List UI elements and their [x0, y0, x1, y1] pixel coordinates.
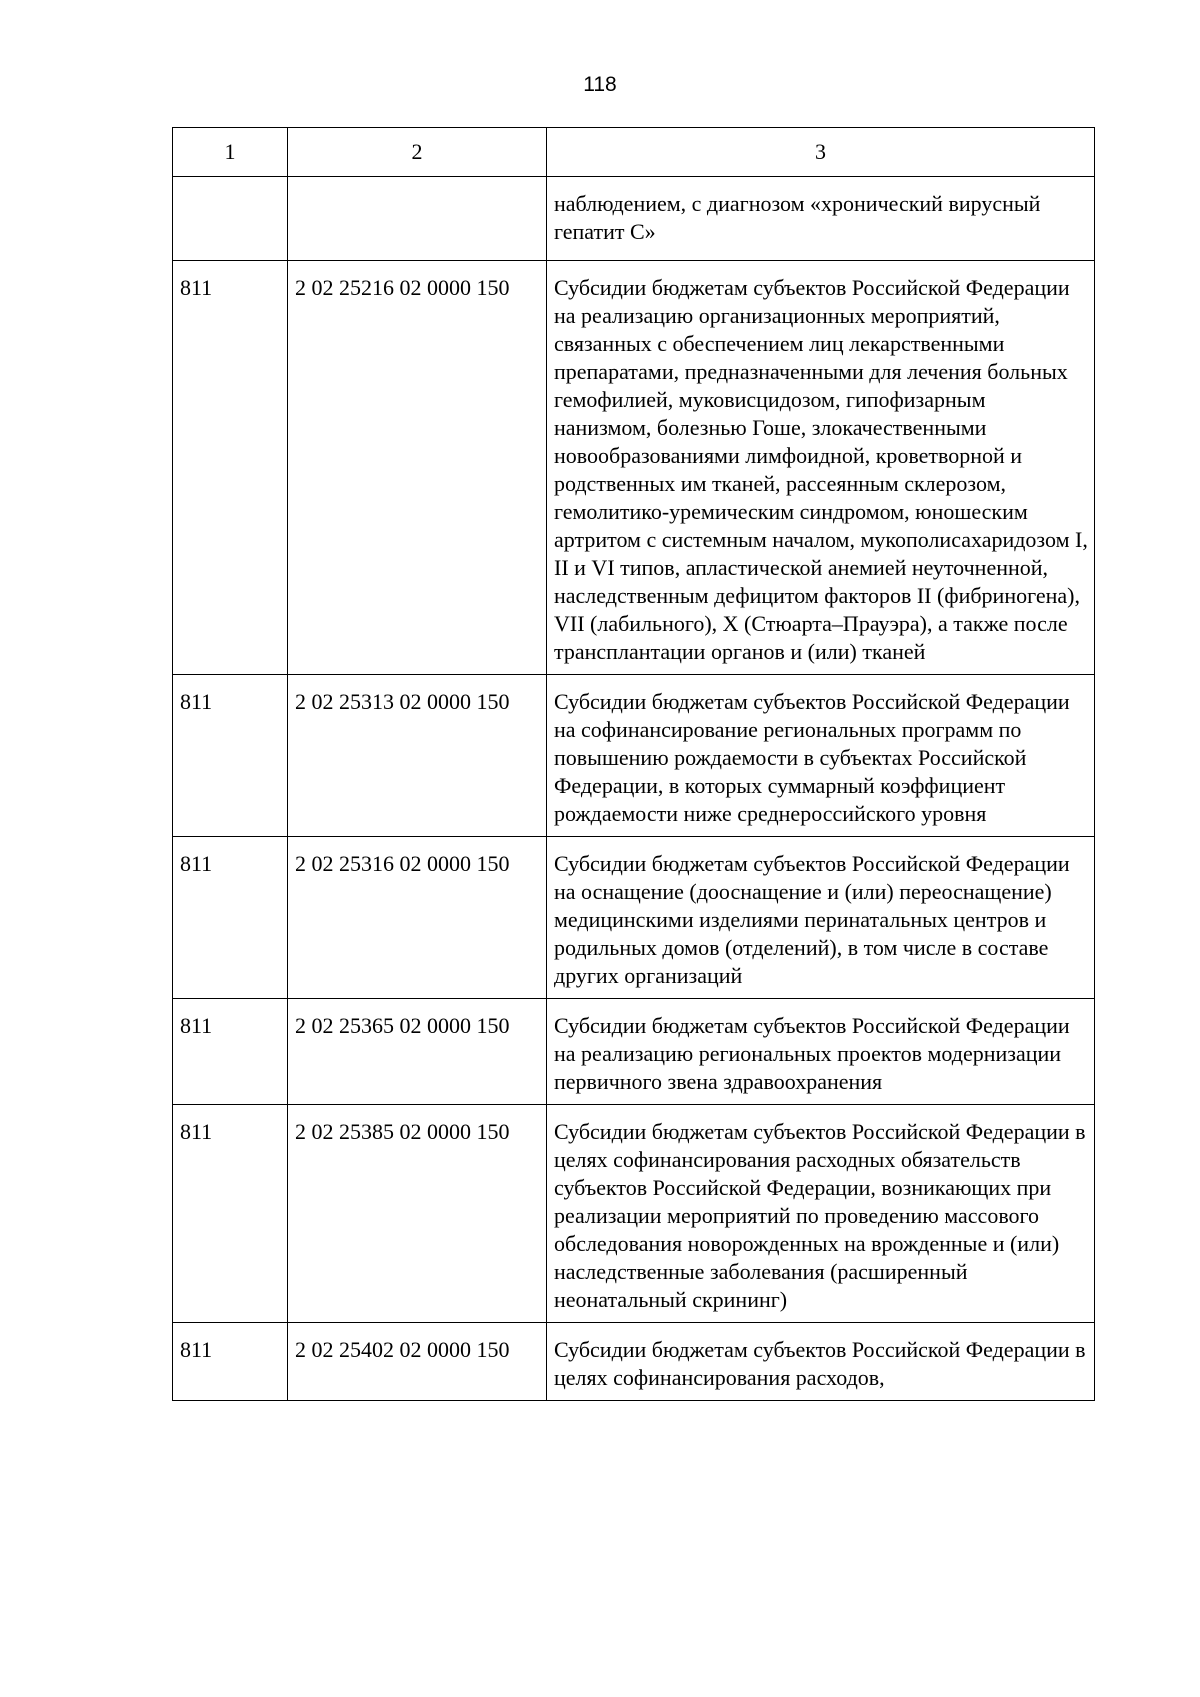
table-row — [173, 675, 1095, 837]
description-cell: Субсидии бюджетам субъектов Российской Федерации в целях софинансирования расходных обязательств субъектов Российской Федерации, возникающих при реализации мероприятий по проведению массового обследования новорожденных на врожденные и (или) наследственные заболевания (расширенный неонатальный скрининг) — [547, 1105, 1095, 1323]
kbk-code-cell: 2 02 25313 02 0000 150 — [288, 675, 547, 837]
table-row — [173, 999, 1095, 1105]
table-header-row — [173, 128, 1095, 177]
admin-code-cell: 811 — [173, 1323, 288, 1401]
admin-code-cell: 811 — [173, 675, 288, 837]
admin-code-cell: 811 — [173, 999, 288, 1105]
kbk-code-cell: 2 02 25316 02 0000 150 — [288, 837, 547, 999]
kbk-code-cell: 2 02 25385 02 0000 150 — [288, 1105, 547, 1323]
admin-code-cell: 811 — [173, 837, 288, 999]
description-cell: Субсидии бюджетам субъектов Российской Федерации в целях софинансирования расходов, — [547, 1323, 1095, 1401]
kbk-code-cell: 2 02 25365 02 0000 150 — [288, 999, 547, 1105]
table-row — [173, 1105, 1095, 1323]
description-cell: Субсидии бюджетам субъектов Российской Федерации на реализацию организационных мероприятий, связанных с обеспечением лиц лекарственными препаратами, предназначенными для лечения больных гемофилией, муковисцидозом, гипофизарным нанизмом, болезнью Гоше, злокачественными новообразованиями лимфоидной, кроветворной и родственных им тканей, рассеянным склерозом, гемолитико-уремическим синдромом, юношеским артритом с системным началом, мукополисахаридозом I, II и VI типов, апластической анемией неуточненной, наследственным дефицитом факторов II (фибриногена), VII (лабильного), X (Стюарта–Прауэра), а также после трансплантации органов и (или) тканей — [547, 261, 1095, 675]
column-header-2: 2 — [288, 128, 547, 177]
column-header-1: 1 — [173, 128, 288, 177]
kbk-code-cell — [288, 177, 547, 261]
admin-code-cell — [173, 177, 288, 261]
description-cell: Субсидии бюджетам субъектов Российской Федерации на реализацию региональных проектов модернизации первичного звена здравоохранения — [547, 999, 1095, 1105]
admin-code-cell: 811 — [173, 261, 288, 675]
kbk-code-cell: 2 02 25216 02 0000 150 — [288, 261, 547, 675]
budget-classification-table — [172, 127, 1095, 1401]
admin-code-cell: 811 — [173, 1105, 288, 1323]
table-row — [173, 1323, 1095, 1401]
page-number: 118 — [583, 73, 617, 96]
kbk-code-cell: 2 02 25402 02 0000 150 — [288, 1323, 547, 1401]
description-cell: Субсидии бюджетам субъектов Российской Федерации на оснащение (дооснащение и (или) переоснащение) медицинскими изделиями перинатальных центров и родильных домов (отделений), в том числе в составе других организаций — [547, 837, 1095, 999]
description-cell: наблюдением, с диагнозом «хронический вирусный гепатит С» — [547, 177, 1095, 261]
description-cell: Субсидии бюджетам субъектов Российской Федерации на софинансирование региональных программ по повышению рождаемости в субъектах Российской Федерации, в которых суммарный коэффициент рождаемости ниже среднероссийского уровня — [547, 675, 1095, 837]
table-row — [173, 261, 1095, 675]
table-row — [173, 177, 1095, 261]
table-row — [173, 837, 1095, 999]
column-header-3: 3 — [547, 128, 1095, 177]
